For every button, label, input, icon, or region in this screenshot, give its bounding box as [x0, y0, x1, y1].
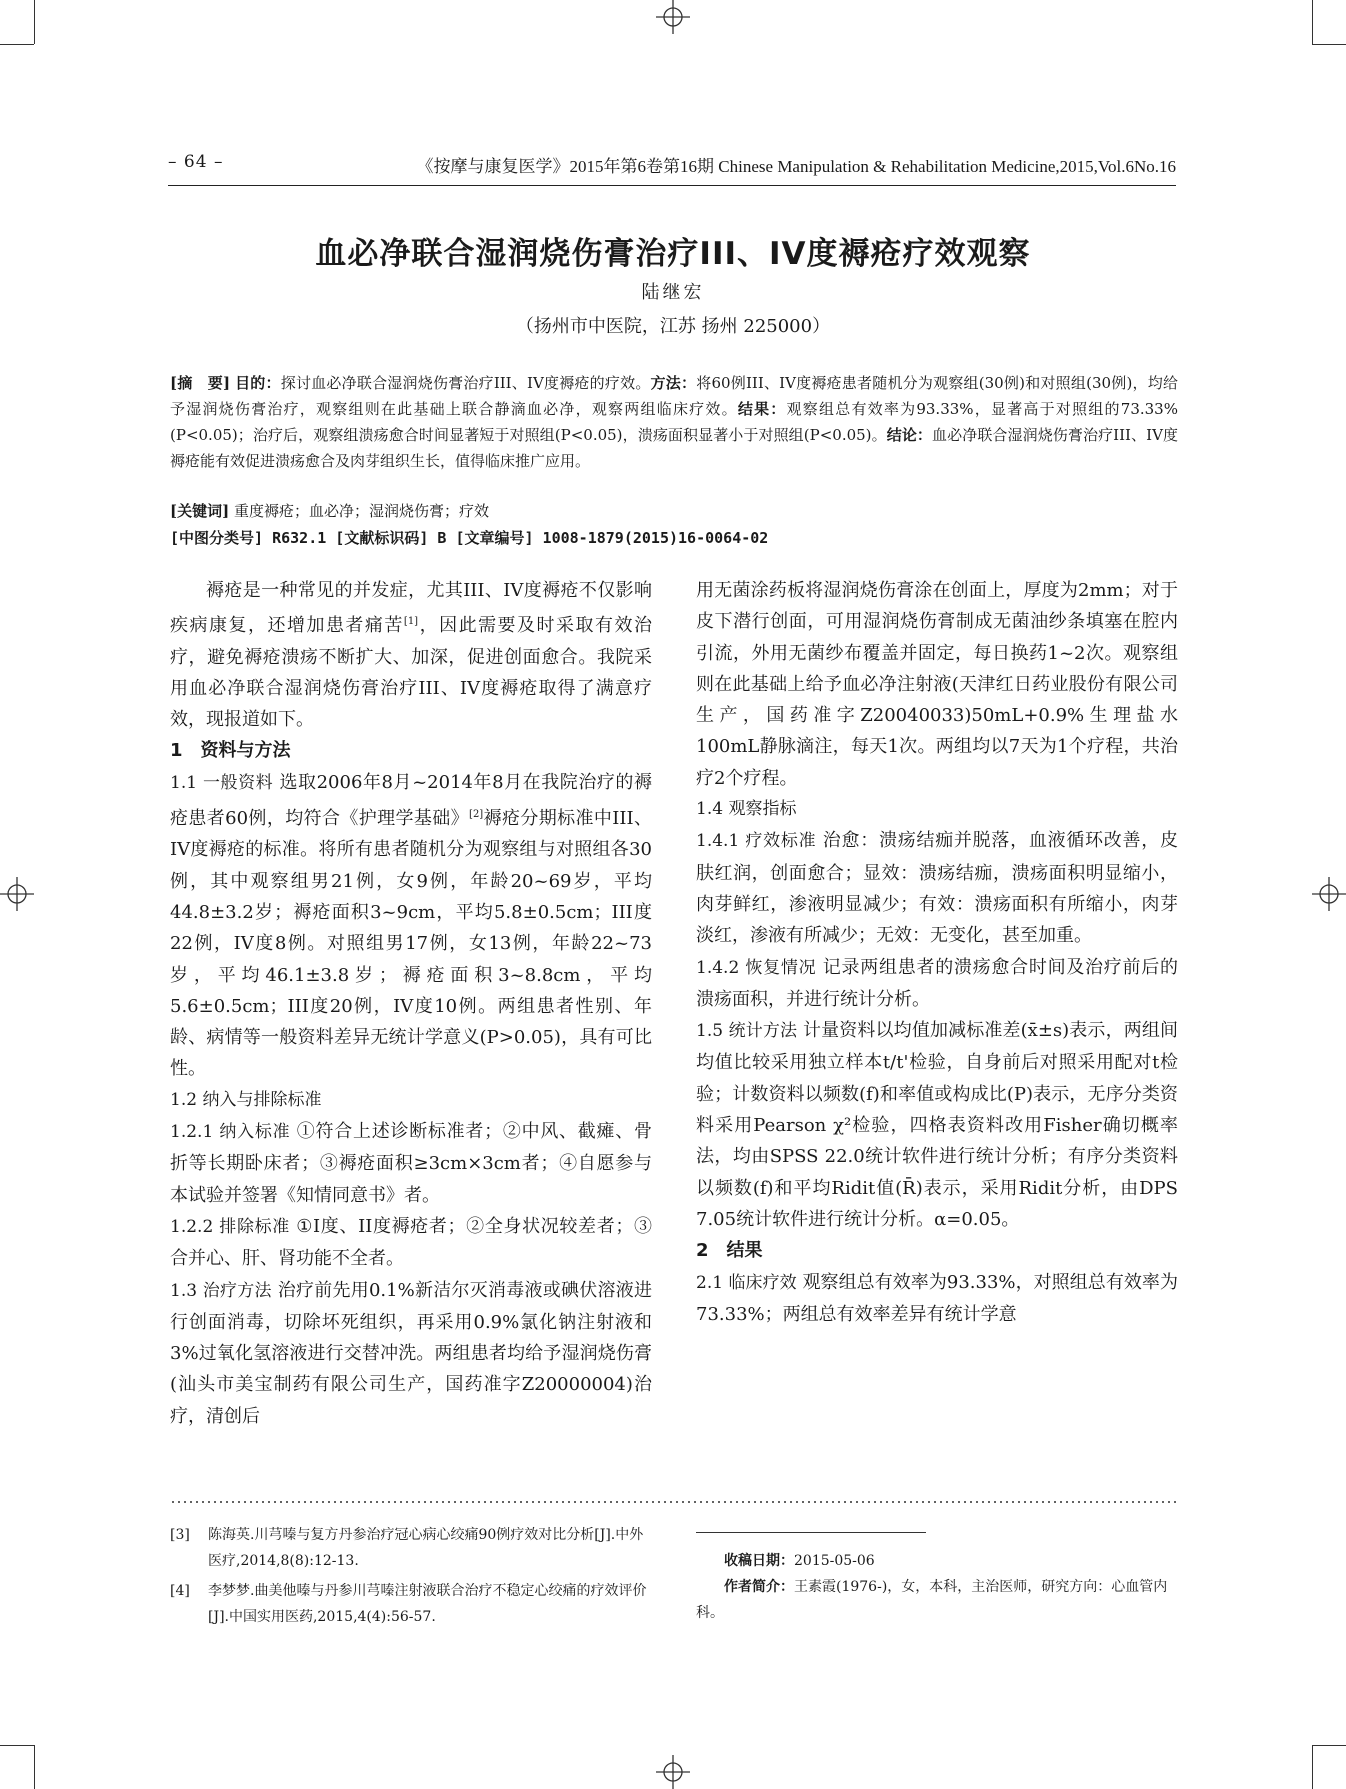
- subsection-label: 2.1 临床疗效: [696, 1272, 797, 1293]
- abstract: [170, 370, 1178, 474]
- crop-mark: [1312, 44, 1346, 45]
- paragraph-text: 记录两组患者的溃疡愈合时间及治疗前后的溃疡面积，并进行统计分析。: [696, 956, 1178, 1010]
- abstract-label: [摘 要]: [170, 374, 231, 392]
- body-column-left: [170, 575, 652, 1432]
- crop-mark: [34, 0, 35, 44]
- crop-mark: [1312, 0, 1313, 44]
- article-title: 血必净联合湿润烧伤膏治疗III、IV度褥疮疗效观察: [315, 236, 1031, 272]
- result-label: 结果：: [737, 400, 787, 418]
- paragraph: [696, 952, 1178, 1016]
- citation-ref: [2]: [469, 809, 484, 821]
- method-label: 方法：: [650, 374, 697, 392]
- reference-item: [170, 1522, 652, 1574]
- registration-mark-icon: [1312, 877, 1346, 911]
- intro-text: 褥疮是一种常见的并发症，尤其III、IV度褥疮不仅影响疾病康复，还增加患者痛苦: [170, 580, 652, 637]
- reference-number: [3]: [170, 1527, 190, 1543]
- footnote-separator: [170, 1500, 1176, 1504]
- paragraph-text: 治疗前先用0.1%新洁尔灭消毒液或碘伏溶液进行创面消毒，切除坏死组织，再采用0.9%氯化钠注射液和3%过氧化氢溶液进行交替冲洗。两组患者均给予湿润烧伤膏(汕头市美宝制药有限公司生产，国药准字Z20000004)治疗，清创后: [170, 1279, 652, 1427]
- paragraph-text: 治愈：溃疡结痂并脱落，血液循环改善，皮肤红润，创面愈合；显效：溃疡结痂，溃疡面积明显缩小，肉芽鲜红，渗液明显减少；有效：溃疡面积有所缩小，肉芽淡红，渗液有所减少；无效：无变化，甚至加重。: [696, 830, 1178, 947]
- subsection-label: 1.1 一般资料: [170, 772, 274, 793]
- abstract-purpose: 探讨血必净联合湿润烧伤膏治疗III、IV度褥疮的疗效。: [280, 374, 651, 392]
- abstract-method: 将60例III、IV度褥疮患者随机分为观察组(30例)和对照组(30例)，均给予湿润烧伤膏治疗，观察组则在此基础上联合静滴血必净，观察两组临床疗效。: [170, 374, 1178, 418]
- abstract-conclusion: 血必净联合湿润烧伤膏治疗III、IV度褥疮能有效促进溃疡愈合及肉芽组织生长，值得临床推广应用。: [170, 426, 1178, 470]
- paragraph: 用无菌涂药板将湿润烧伤膏涂在创面上，厚度为2mm；对于皮下潜行创面，可用湿润烧伤膏制成无菌油纱条填塞在腔内引流，外用无菌纱布覆盖并固定，每日换药1~2次。观察组则在此基础上给予血必净注射液(天津红日药业股份有限公司生产，国药准字Z20040033)50mL+0.9%生理盐水100mL静脉滴注，每天1次。两组均以7天为1个疗程，共治疗2个疗程。: [696, 580, 1178, 789]
- reference-list: [170, 1522, 652, 1630]
- intro-paragraph: [170, 575, 652, 735]
- paragraph: [696, 1015, 1178, 1235]
- received-label: 收稿日期：: [724, 1553, 794, 1569]
- reference-text: 陈海英.川芎嗪与复方丹参治疗冠心病心绞痛90例疗效对比分析[J].中外医疗,2014,8(8):12-13.: [208, 1527, 644, 1569]
- reference-text: 李梦梦.曲美他嗪与丹参川芎嗪注射液联合治疗不稳定心绞痛的疗效评价[J].中国实用医药,2015,4(4):56-57.: [208, 1583, 647, 1625]
- crop-mark: [0, 44, 34, 45]
- registration-mark-icon: [656, 1755, 690, 1789]
- subsection-label: 1.3 治疗方法: [170, 1280, 272, 1301]
- paragraph: [696, 825, 1178, 951]
- keywords-label: [关键词]: [170, 502, 230, 520]
- author-info-text: 王素霞(1976-)，女，本科，主治医师，研究方向：心血管内科。: [696, 1579, 1168, 1621]
- paragraph-text: 观察组总有效率为93.33%，对照组总有效率为73.33%；两组总有效率差异有统计学意: [696, 1271, 1178, 1325]
- paragraph: [170, 1116, 652, 1211]
- subsection-label: 1.2.2 排除标准: [170, 1216, 290, 1237]
- crop-mark: [0, 1745, 34, 1746]
- registration-mark-icon: [0, 877, 34, 911]
- abstract-result: 观察组总有效率为93.33%，显著高于对照组的73.33%(P<0.05)；治疗后，观察组溃疡愈合时间显著短于对照组(P<0.05)，溃疡面积显著小于对照组(P<0.05)。: [170, 400, 1178, 444]
- keywords: [170, 500, 1178, 521]
- reference-number: [4]: [170, 1583, 190, 1599]
- subsection-heading: 1.4 观察指标: [696, 799, 797, 820]
- citation-ref: [1]: [403, 616, 419, 628]
- crop-mark: [34, 1745, 35, 1789]
- page-number: – 64 –: [168, 152, 224, 172]
- subsection-heading: 1.2 纳入与排除标准: [170, 1089, 322, 1110]
- intro-text-cont: ，因此需要及时采取有效治疗，避免褥疮溃疡不断扩大、加深，促进创面愈合。我院采用血必净联合湿润烧伤膏治疗III、IV度褥疮取得了满意疗效，现报道如下。: [170, 615, 653, 731]
- conclusion-label: 结论：: [886, 426, 933, 444]
- paragraph-text: ①符合上述诊断标准者；②中风、截瘫、骨折等长期卧床者；③褥疮面积≥3cm×3cm者；④自愿参与本试验并签署《知情同意书》者。: [170, 1121, 652, 1206]
- subsection-label: 1.4.2 恢复情况: [696, 957, 817, 978]
- keywords-text: 重度褥疮；血必净；湿润烧伤膏；疗效: [233, 502, 489, 520]
- section-heading: 2 结果: [696, 1240, 763, 1262]
- footnote-rule: [696, 1532, 926, 1533]
- author-name: 陆继宏: [641, 282, 705, 303]
- purpose-label: 目的：: [235, 374, 281, 392]
- crop-mark: [1312, 1745, 1346, 1746]
- reference-item: [170, 1578, 652, 1630]
- paragraph-text: 褥疮分期标准中III、IV度褥疮的标准。将所有患者随机分为观察组与对照组各30例，其中观察组男21例，女9例，年龄20~69岁，平均44.8±3.2岁；褥疮面积3~9cm，平均5.8±0.5cm；III度22例，IV度8例。对照组男17例，女13例，年龄22~73岁，平均46.1±3.8岁；褥疮面积3~8.8cm，平均5.6±0.5cm；III度20例，IV度10例。两组患者性别、年龄、病情等一般资料差异无统计学意义(P>0.05)，具有可比性。: [170, 808, 652, 1080]
- paragraph: [696, 1267, 1178, 1331]
- header-rule: [168, 185, 1176, 186]
- paragraph: [170, 1275, 652, 1432]
- author-info-label: 作者简介：: [724, 1579, 794, 1595]
- author-affiliation: （扬州市中医院，江苏 扬州 225000）: [515, 316, 831, 337]
- paragraph: [170, 767, 652, 1085]
- article-footnote: [696, 1548, 1178, 1626]
- paragraph-text: 选取2006年8月~2014年8月在我院治疗的褥疮患者60例，均符合《护理学基础》: [170, 771, 652, 830]
- paragraph-text: 计量资料以均值加减标准差(x̄±s)表示，两组间均值比较采用独立样本t/t'检验，自身前后对照采用配对t检验；计数资料以频数(f)和率值或构成比(P)表示，无序分类资料采用Pearson χ²检验，四格表资料改用Fisher确切概率法，均由SPSS 22.0统计软件进行统计分析；有序分类资料以频数(f)和平均Ridit值(R̄)表示，采用Ridit分析，由DPS 7.05统计软件进行统计分析。α=0.05。: [696, 1020, 1178, 1230]
- running-header: [168, 150, 1176, 180]
- crop-mark: [1312, 1745, 1313, 1789]
- classification-line: [中图分类号] R632.1 [文献标识码] B [文章编号] 1008-1879(2015)16-0064-02: [170, 529, 769, 547]
- paragraph-text: ①I度、II度褥疮者；②全身状况较差者；③合并心、肝、肾功能不全者。: [170, 1215, 652, 1270]
- section-heading: 1 资料与方法: [170, 740, 291, 762]
- subsection-label: 1.5 统计方法: [696, 1021, 798, 1042]
- received-value: 2015-05-06: [794, 1553, 875, 1569]
- subsection-label: 1.2.1 纳入标准: [170, 1122, 291, 1143]
- registration-mark-icon: [656, 0, 690, 34]
- received-date: [696, 1548, 1178, 1574]
- body-column-right: [696, 575, 1178, 1330]
- subsection-label: 1.4.1 疗效标准: [696, 831, 817, 852]
- paragraph: [170, 1211, 652, 1275]
- journal-citation: 《按摩与康复医学》2015年第6卷第16期 Chinese Manipulation & Rehabilitation Medicine,2015,Vol.6No.16: [416, 157, 1176, 176]
- author-info: [696, 1574, 1178, 1626]
